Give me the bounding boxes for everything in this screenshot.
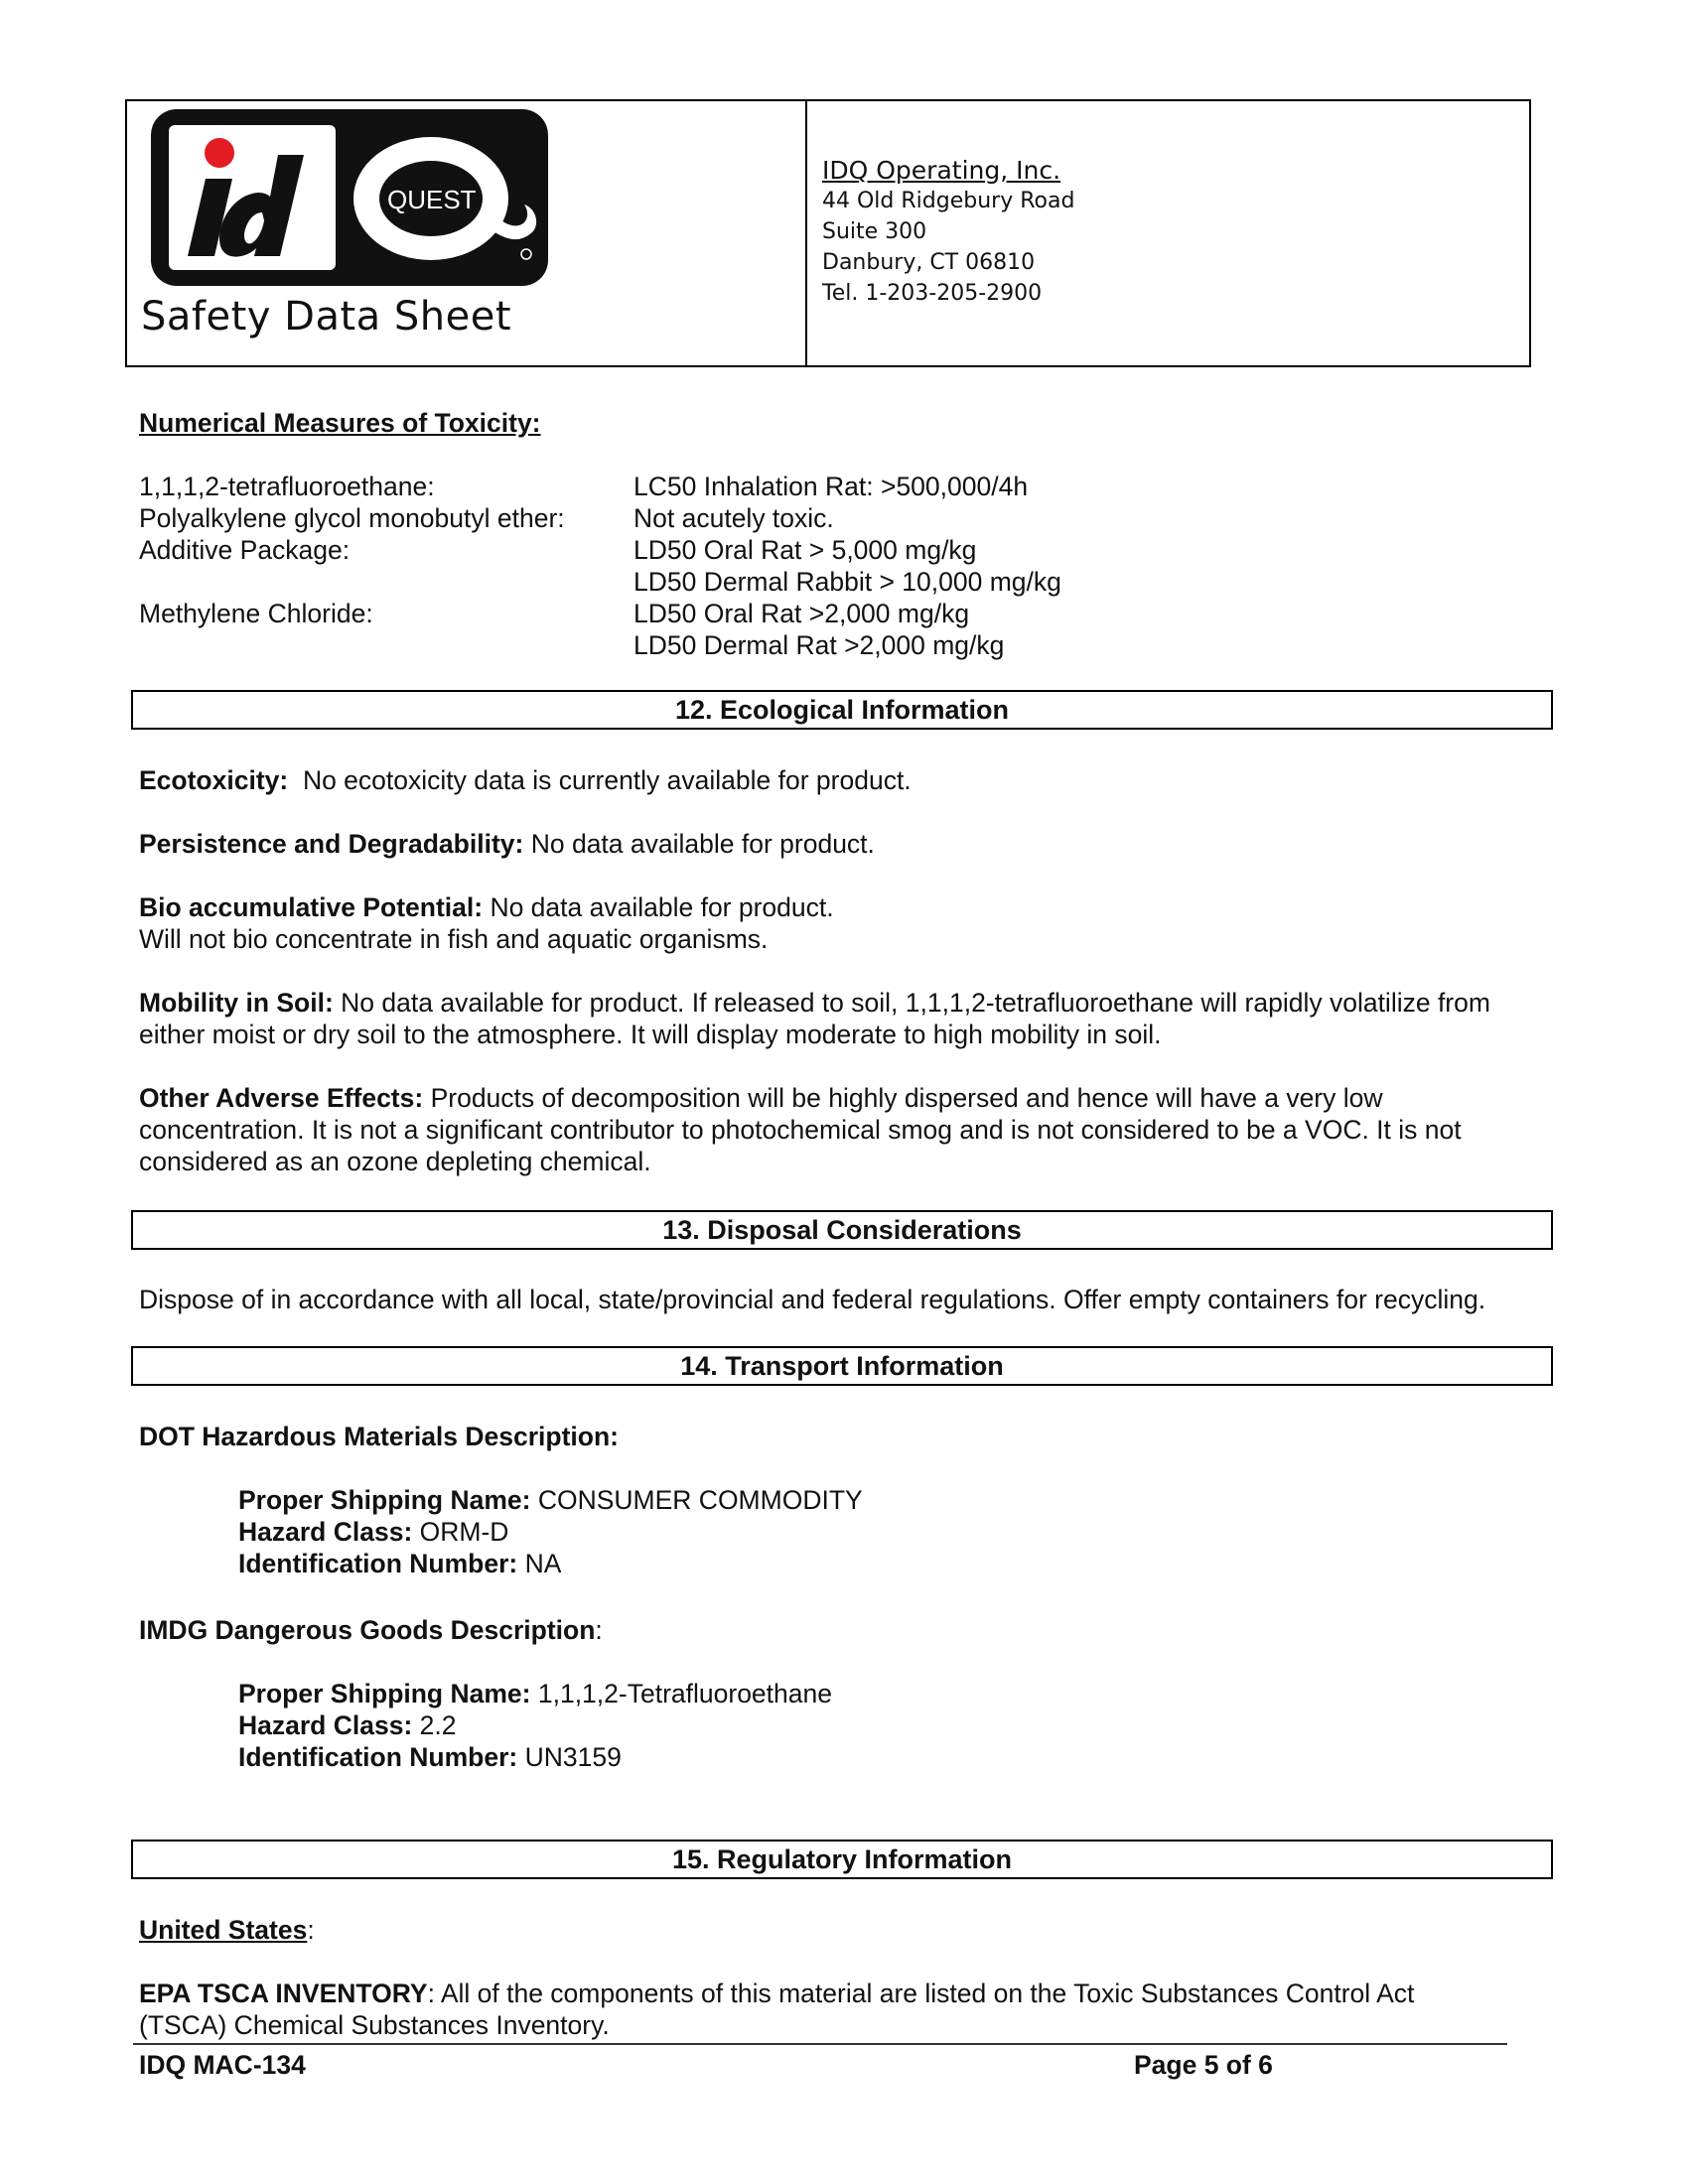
imdg-shipping-label: Proper Shipping Name: xyxy=(238,1679,531,1708)
bioaccumulative-text-2: Will not bio concentrate in fish and aquatic organisms. xyxy=(139,924,769,954)
persistence-paragraph xyxy=(139,828,875,860)
footer-page-number: Page 5 of 6 xyxy=(1134,2050,1273,2080)
other-effects-text-2: concentration. It is not a significant contributor to photochemical smog and is not considered to be a VOC. It is not xyxy=(139,1115,1462,1145)
tsca-text: : All of the components of this material are listed on the Toxic Substances Control Act xyxy=(427,1979,1415,2008)
imdg-class-value: 2.2 xyxy=(419,1710,457,1740)
value-cell: LD50 Dermal Rabbit > 10,000 mg/kg xyxy=(633,567,1061,597)
company-block xyxy=(822,155,1074,309)
phone-line: Tel. 1-203-205-2900 xyxy=(822,281,1043,306)
value-cell: LC50 Inhalation Rat: >500,000/4h xyxy=(633,472,1029,501)
value-cell: LD50 Dermal Rat >2,000 mg/kg xyxy=(633,630,1005,660)
table-row xyxy=(139,502,1132,534)
address-line: Danbury, CT 06810 xyxy=(822,250,1036,275)
imdg-id-label: Identification Number: xyxy=(238,1742,518,1772)
other-effects-label: Other Adverse Effects: xyxy=(139,1083,424,1113)
dot-class-label: Hazard Class: xyxy=(238,1517,413,1547)
imdg-shipping-value: 1,1,1,2-Tetrafluoroethane xyxy=(537,1679,832,1708)
toxicity-heading: Numerical Measures of Toxicity: xyxy=(139,408,541,438)
substance-cell xyxy=(139,629,633,661)
section-14-header: 14. Transport Information xyxy=(131,1346,1553,1386)
footer-divider xyxy=(133,2043,1507,2045)
substance-cell: 1,1,1,2-tetrafluoroethane: xyxy=(139,472,435,501)
other-effects-text-3: considered as an ozone depleting chemical. xyxy=(139,1147,651,1176)
value-cell: LD50 Oral Rat > 5,000 mg/kg xyxy=(633,535,977,565)
bioaccumulative-text: No data available for product. xyxy=(490,892,834,922)
imdg-heading-line xyxy=(139,1614,603,1646)
footer-doc-id: IDQ MAC-134 xyxy=(139,2050,306,2080)
svg-text:QUEST: QUEST xyxy=(387,185,477,214)
other-effects-text: Products of decomposition will be highly dispersed and hence will have a very low xyxy=(430,1083,1383,1113)
mobility-paragraph xyxy=(139,987,1549,1050)
mobility-label: Mobility in Soil: xyxy=(139,988,334,1018)
section-13-header: 13. Disposal Considerations xyxy=(131,1210,1553,1250)
table-row xyxy=(139,598,1132,629)
bioaccumulative-paragraph xyxy=(139,891,834,955)
imdg-heading: IMDG Dangerous Goods Description xyxy=(139,1615,596,1645)
dot-class-value: ORM-D xyxy=(419,1517,509,1547)
value-cell: LD50 Oral Rat >2,000 mg/kg xyxy=(633,599,970,628)
ecotoxicity-label: Ecotoxicity: xyxy=(139,765,289,795)
table-row xyxy=(139,471,1132,502)
company-name: IDQ Operating, Inc. xyxy=(822,156,1061,185)
bioaccumulative-label: Bio accumulative Potential: xyxy=(139,892,484,922)
table-row xyxy=(139,566,1132,598)
substance-cell: Additive Package: xyxy=(139,535,351,565)
ecotoxicity-paragraph xyxy=(139,764,912,796)
dot-id-value: NA xyxy=(524,1549,562,1578)
dot-heading: DOT Hazardous Materials Description: xyxy=(139,1422,619,1451)
dot-details xyxy=(238,1484,863,1579)
table-row xyxy=(139,534,1132,566)
substance-cell: Polyalkylene glycol monobutyl ether: xyxy=(139,503,565,533)
value-cell: Not acutely toxic. xyxy=(633,503,834,533)
toxicity-table xyxy=(139,471,1132,661)
substance-cell: Methylene Chloride: xyxy=(139,599,373,628)
us-heading: United States xyxy=(139,1915,308,1945)
tsca-label: EPA TSCA INVENTORY xyxy=(139,1979,428,2008)
idq-logo-icon xyxy=(151,109,548,286)
imdg-heading-suffix: : xyxy=(595,1615,603,1645)
persistence-text: No data available for product. xyxy=(530,829,875,859)
imdg-class-label: Hazard Class: xyxy=(238,1710,413,1740)
table-row xyxy=(139,629,1132,661)
imdg-id-value: UN3159 xyxy=(524,1742,622,1772)
address-line: Suite 300 xyxy=(822,219,927,244)
mobility-text-2: either moist or dry soil to the atmosphere. It will display moderate to high mobility in soil. xyxy=(139,1020,1162,1049)
dot-id-label: Identification Number: xyxy=(238,1549,518,1578)
persistence-label: Persistence and Degradability: xyxy=(139,829,524,859)
us-heading-suffix: : xyxy=(307,1915,315,1945)
address-line: 44 Old Ridgebury Road xyxy=(822,189,1075,213)
tsca-text-2: (TSCA) Chemical Substances Inventory. xyxy=(139,2010,610,2040)
imdg-details xyxy=(238,1678,832,1773)
other-effects-paragraph xyxy=(139,1082,1549,1177)
mobility-text: No data available for product. If released to soil, 1,1,1,2-tetrafluoroethane will rapidly volatilize from xyxy=(341,988,1490,1018)
company-logo xyxy=(151,109,548,286)
dot-shipping-label: Proper Shipping Name: xyxy=(238,1485,531,1515)
section-15-header: 15. Regulatory Information xyxy=(131,1840,1553,1879)
disposal-text: Dispose of in accordance with all local, state/provincial and federal regulations. Offer empty containers for recycling. xyxy=(139,1285,1486,1314)
header-divider xyxy=(805,99,807,367)
tsca-paragraph xyxy=(139,1978,1549,2041)
substance-cell xyxy=(139,566,633,598)
section-12-header: 12. Ecological Information xyxy=(131,690,1553,730)
ecotoxicity-text: No ecotoxicity data is currently available for product. xyxy=(302,765,912,795)
document-title: Safety Data Sheet xyxy=(141,294,512,340)
dot-shipping-value: CONSUMER COMMODITY xyxy=(537,1485,863,1515)
us-heading-line xyxy=(139,1914,315,1946)
